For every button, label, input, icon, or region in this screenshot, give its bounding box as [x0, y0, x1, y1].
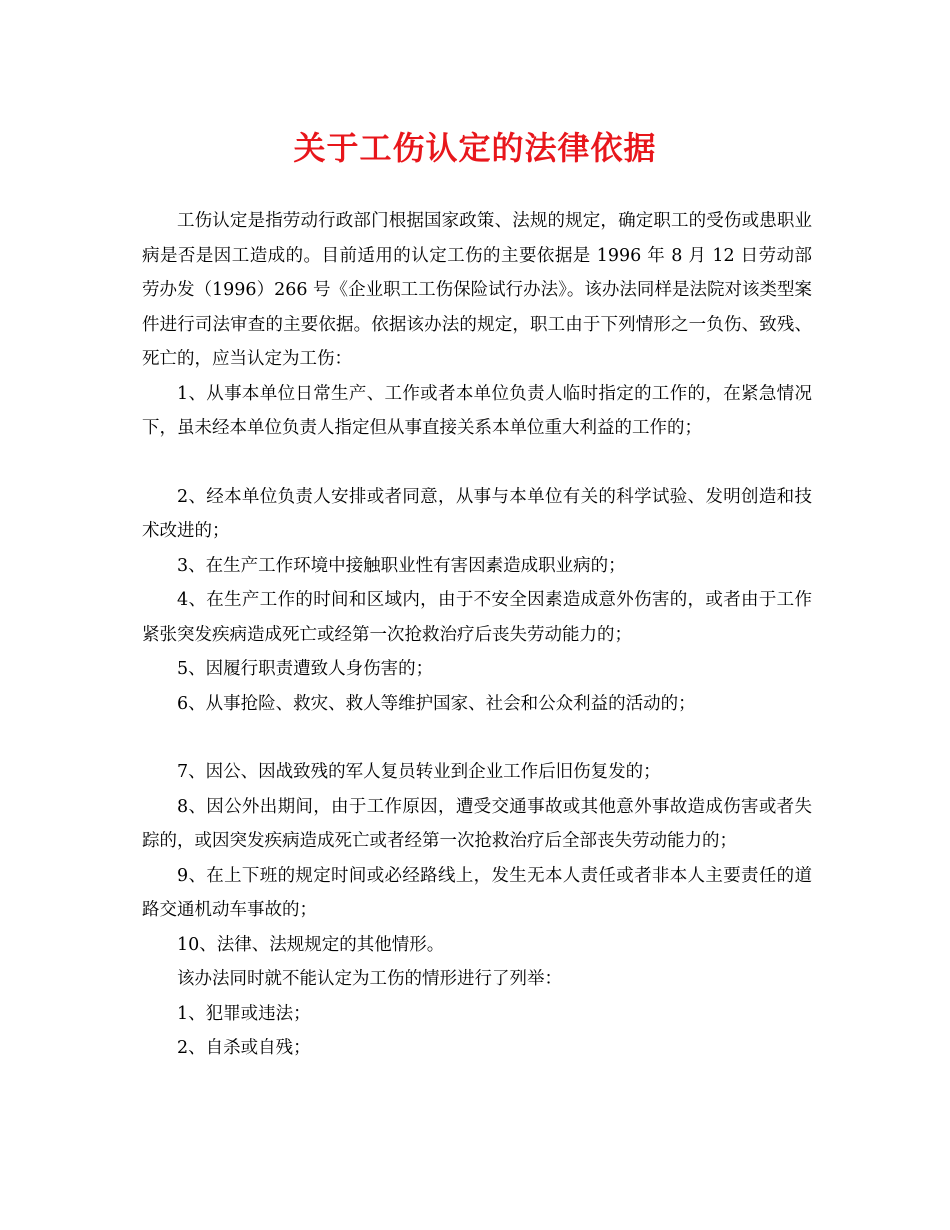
- list-item-9: 9、在上下班的规定时间或必经路线上，发生无本人责任或者非本人主要责任的道路交通机动车事故的；: [142, 865, 812, 920]
- exclusions-intro: 该办法同时就不能认定为工伤的情形进行了列举：: [177, 969, 562, 989]
- list-item-2: 2、经本单位负责人安排或者同意，从事与本单位有关的科学试验、发明创造和技术改进的；: [142, 486, 812, 541]
- exclusion-item-1: 1、犯罪或违法；: [177, 1003, 311, 1024]
- list-item-5: 5、因履行职责遭致人身伤害的；: [177, 659, 434, 679]
- exclusion-item-2: 2、自杀或自残；: [177, 1038, 311, 1058]
- list-item-3: 3、在生产工作环境中接触职业性有害因素造成职业病的；: [177, 555, 626, 576]
- intro-paragraph: 工伤认定是指劳动行政部门根据国家政策、法规的规定，确定职工的受伤或患职业病是否是因工造成的。目前适用的认定工伤的主要依据是 1996 年 8 月 12 日劳动部劳办发（1996）266 号《企业职工工伤保险试行办法》。该办法同样是法院对该类型案件进行司法审查的主要依据。依据该办法的规定，职工由于下列情形之一负伤、致残、死亡的，应当认定为工伤：: [142, 211, 812, 369]
- list-item-10: 10、法律、法规规定的其他情形。: [177, 934, 445, 955]
- list-item-7: 7、因公、因战致残的军人复员转业到企业工作后旧伤复发的；: [177, 762, 661, 782]
- blank-line: [142, 721, 812, 755]
- document-title: 关于工伤认定的法律依据: [293, 129, 657, 167]
- list-item-8: 8、因公外出期间，由于工作原因，遭受交通事故或其他意外事故造成伤害或者失踪的，或因突发疾病造成死亡或者经第一次抢救治疗后全部丧失劳动能力的；: [142, 796, 812, 851]
- list-item-6: 6、从事抢险、救灾、救人等维护国家、社会和公众利益的活动的；: [177, 693, 696, 714]
- blank-line: [142, 446, 812, 480]
- list-item-1: 1、从事本单位日常生产、工作或者本单位负责人临时指定的工作的，在紧急情况下，虽未经本单位负责人指定但从事直接关系本单位重大利益的工作的；: [142, 383, 812, 438]
- document-body: [142, 204, 812, 1066]
- list-item-4: 4、在生产工作的时间和区域内，由于不安全因素造成意外伤害的，或者由于工作紧张突发疾病造成死亡或经第一次抢救治疗后丧失劳动能力的；: [142, 590, 812, 645]
